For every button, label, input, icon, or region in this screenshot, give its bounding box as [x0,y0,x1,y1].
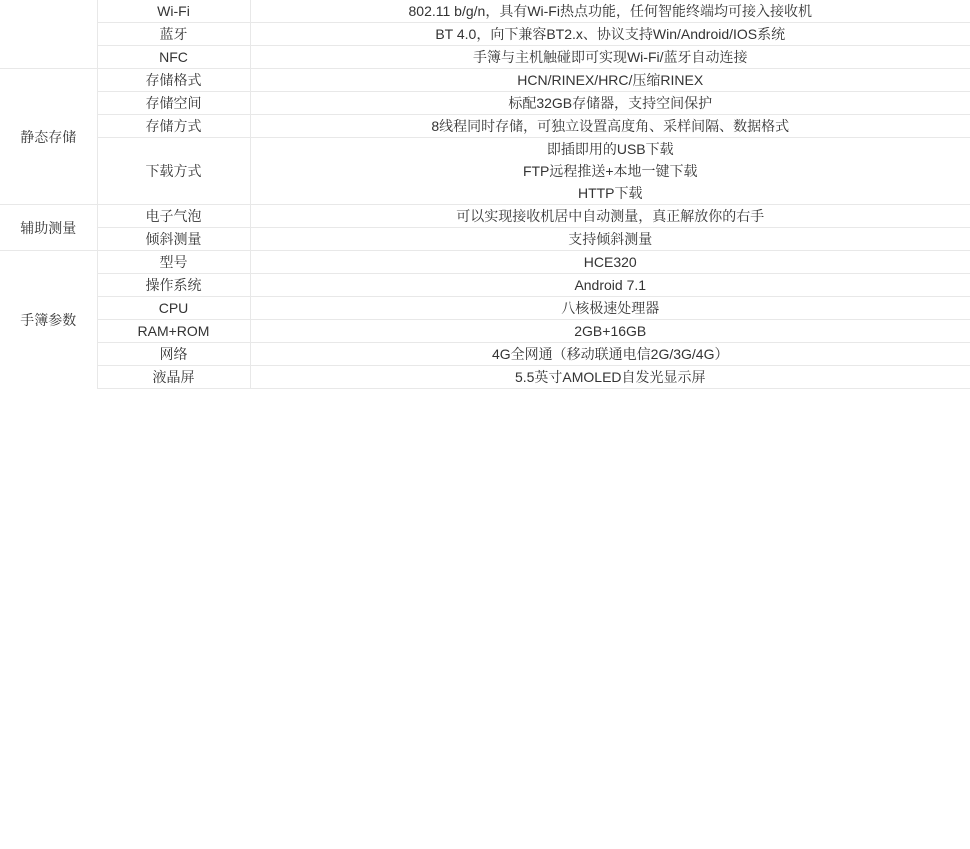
spec-name: 电子气泡 [97,205,250,228]
spec-name: 下载方式 [97,138,250,205]
spec-value: 4G全网通（移动联通电信2G/3G/4G） [250,343,970,366]
table-row [0,228,970,251]
table-row [0,0,970,23]
spec-value: HCN/RINEX/HRC/压缩RINEX [250,69,970,92]
spec-value: 八核极速处理器 [250,297,970,320]
spec-name: 倾斜测量 [97,228,250,251]
spec-value: 可以实现接收机居中自动测量，真正解放你的右手 [250,205,970,228]
table-row [0,320,970,343]
table-row [0,115,970,138]
spec-name: 蓝牙 [97,23,250,46]
spec-name: 型号 [97,251,250,274]
group-label-cell: 辅助测量 [0,205,97,251]
group-label-cell: 静态存储 [0,69,97,205]
table-row [0,23,970,46]
spec-value: Android 7.1 [250,274,970,297]
spec-value: 5.5英寸AMOLED自发光显示屏 [250,366,970,389]
spec-name: CPU [97,297,250,320]
spec-name: 操作系统 [97,274,250,297]
table-row [0,297,970,320]
spec-value: HCE320 [250,251,970,274]
table-row [0,274,970,297]
table-row [0,92,970,115]
table-row [0,366,970,389]
spec-name: 液晶屏 [97,366,250,389]
spec-name: 存储格式 [97,69,250,92]
spec-name: Wi-Fi [97,0,250,23]
table-row [0,205,970,228]
spec-value: 2GB+16GB [250,320,970,343]
spec-name: RAM+ROM [97,320,250,343]
table-row [0,69,970,92]
group-label-cell: 手簿参数 [0,251,97,389]
spec-value: 802.11 b/g/n，具有Wi-Fi热点功能，任何智能终端均可接入接收机 [250,0,970,23]
table-row [0,343,970,366]
spec-value: 8线程同时存储，可独立设置高度角、采样间隔、数据格式 [250,115,970,138]
group-label-cell [0,0,97,69]
spec-value: 手簿与主机触碰即可实现Wi-Fi/蓝牙自动连接 [250,46,970,69]
spec-name: 存储空间 [97,92,250,115]
table-body [0,0,970,389]
spec-name: 网络 [97,343,250,366]
table-row [0,46,970,69]
spec-value: 支持倾斜测量 [250,228,970,251]
spec-value: 即插即用的USB下载 FTP远程推送+本地一键下载 HTTP下载 [250,138,970,205]
table-row [0,251,970,274]
specifications-table [0,0,970,389]
spec-name: NFC [97,46,250,69]
spec-value: 标配32GB存储器，支持空间保护 [250,92,970,115]
table-row [0,138,970,205]
spec-value: BT 4.0，向下兼容BT2.x、协议支持Win/Android/IOS系统 [250,23,970,46]
spec-name: 存储方式 [97,115,250,138]
